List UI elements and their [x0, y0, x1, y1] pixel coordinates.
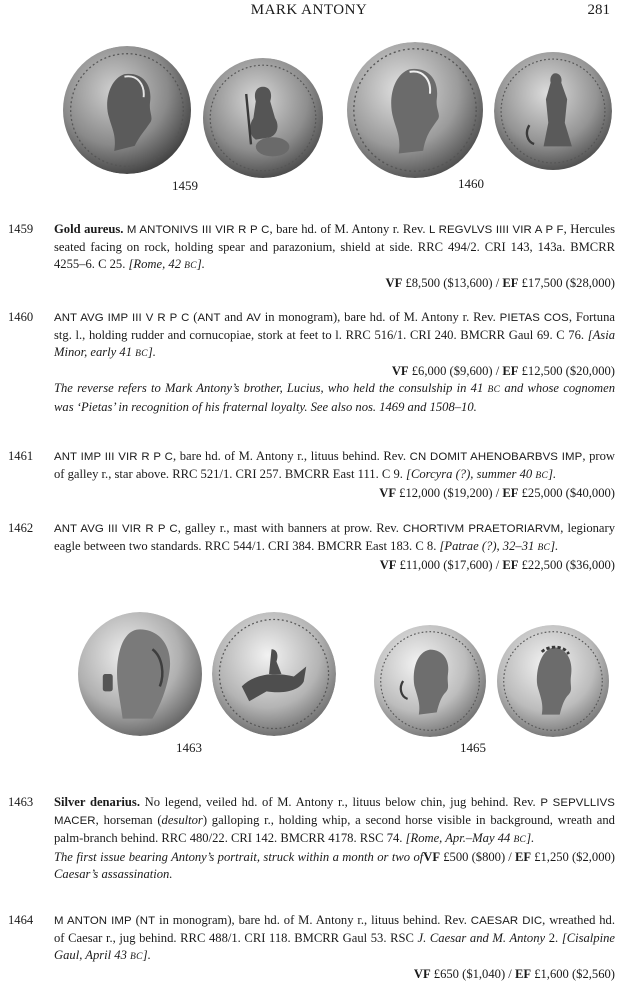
- mint-date: [406, 467, 556, 481]
- denomination-heading: Silver denarius.: [54, 795, 140, 809]
- coin-1460-obverse: [345, 42, 485, 178]
- ef-value: £1,250 ($2,000): [531, 850, 615, 864]
- entry-description: [54, 794, 615, 883]
- description-text: , bare hd. of M. Antony r. Rev.: [269, 222, 430, 236]
- coin-1460-reverse: [494, 46, 612, 176]
- reverse-legend: CAESAR DIC: [470, 915, 543, 927]
- ef-label: EF: [502, 558, 519, 572]
- description-text: ) galloping r., holding whip, a second horse visible in background, wreath and palm-branch behind. RRC 480/22. CRI 142. BMCRR 4178. RSC 74.: [54, 813, 615, 845]
- description-text: , prow of galley r., star above. RRC 521/1. CRI 257. BMCRR East 111. C 9.: [54, 449, 615, 481]
- era-text: BC: [537, 543, 551, 553]
- mint-date: [129, 257, 205, 271]
- mint-end: ].: [548, 467, 557, 481]
- vf-value: £650 ($1,040) /: [430, 967, 515, 981]
- description-text: in monogram), bare hd. of M. Antony r. Rev.: [260, 310, 500, 324]
- obverse-legend: ANT IMP III VIR R P C: [54, 451, 173, 463]
- mint-text: [Asia Minor, early 41: [54, 328, 615, 359]
- description-text: (: [189, 310, 198, 324]
- vf-label: VF: [423, 850, 441, 864]
- entry-number: 1464: [8, 913, 34, 927]
- coin-1463-obverse: [76, 612, 204, 736]
- vf-value: £6,000 ($9,600) /: [408, 364, 503, 378]
- mint-end: ].: [550, 539, 559, 553]
- reverse-legend: P SEPVLLIVS MACER: [54, 797, 616, 827]
- obverse-legend: M ANTONIVS III VIR R P C: [126, 224, 270, 236]
- entry-number: 1463: [8, 795, 34, 809]
- ef-value: £17,500 ($28,000): [518, 276, 615, 290]
- reference-italic: J. Caesar and M. Antony: [417, 931, 546, 945]
- era-text: BC: [184, 261, 197, 271]
- running-title: MARK ANTONY: [250, 2, 368, 18]
- vf-label: VF: [391, 364, 409, 378]
- entry-description: [54, 309, 615, 416]
- ef-value: £22,500 ($36,000): [518, 558, 615, 572]
- price-line: [423, 849, 615, 866]
- mint-date: [440, 539, 559, 553]
- entry-number: 1459: [8, 222, 34, 236]
- note-text: The reverse refers to Mark Antony’s brother, Lucius, who held the consulship in 41: [54, 381, 488, 395]
- obverse-legend: M ANTON IMP: [54, 915, 132, 927]
- coin-1459-obverse: [62, 46, 192, 174]
- entry-description: [54, 448, 615, 502]
- mint-text: [Rome, Apr.–May 44: [405, 831, 514, 845]
- description-text: , horseman (: [95, 813, 162, 827]
- ef-label: EF: [502, 364, 519, 378]
- plate-label-1465: 1465: [460, 740, 486, 755]
- ef-label: EF: [514, 850, 532, 864]
- mint-end: ].: [142, 948, 151, 962]
- reverse-legend: PIETAS COS: [499, 312, 569, 324]
- entry-number: 1461: [8, 449, 34, 463]
- description-text: , legionary eagle between two standards. RRC 544/1. CRI 384. BMCRR East 183. C 8.: [54, 521, 616, 553]
- ef-label: EF: [502, 276, 519, 290]
- obverse-legend: ANT AVG IMP III V R P C: [54, 312, 190, 324]
- plate-label-1463: 1463: [176, 740, 202, 755]
- era-text: BC: [487, 385, 501, 395]
- description-text: 2.: [545, 931, 562, 945]
- description-italic: desultor: [161, 813, 203, 827]
- price-line: [54, 966, 615, 983]
- entry-number: 1460: [8, 310, 34, 324]
- denomination-heading: Gold aureus.: [54, 222, 124, 236]
- entry-description: [54, 221, 615, 292]
- note-text: and whose cognomen was ‘Pietas’ in recognition of his fraternal loyalty. See also nos. 1469 and 1508–10.: [54, 381, 615, 414]
- era-text: BC: [535, 471, 549, 481]
- monogram-text: ANT: [197, 312, 221, 324]
- ef-label: EF: [502, 486, 519, 500]
- entry-description: [54, 912, 615, 983]
- catalog-entry-1459: [8, 221, 616, 291]
- entry-note: The first issue bearing Antony’s portrait, struck within a month or two of Caesar’s assassination.: [54, 850, 424, 881]
- price-line: [379, 485, 615, 502]
- plate-label-1459: 1459: [172, 178, 198, 193]
- price-line: [54, 363, 615, 380]
- era-text: BC: [130, 952, 143, 962]
- entry-note: [54, 380, 615, 416]
- description-text: , bare hd. of M. Antony r., lituus behind. Rev.: [172, 449, 410, 463]
- vf-value: £12,000 ($19,200) /: [396, 486, 503, 500]
- mint-end: ].: [147, 345, 156, 359]
- ef-label: EF: [514, 967, 532, 981]
- entry-description: [54, 520, 615, 574]
- obverse-legend: ANT AVG III VIR R P C: [54, 523, 178, 535]
- page-header: [0, 0, 618, 22]
- era-text: BC: [513, 835, 527, 845]
- reverse-legend: CN DOMIT AHENOBARBVS IMP: [409, 451, 583, 463]
- vf-label: VF: [379, 558, 397, 572]
- description-text: , Hercules seated facing on rock, holding spear and parazonium, shield at side. RRC 494/2. CRI 143, 143a. BMCRR 4255–6. C 25.: [54, 222, 615, 271]
- catalog-entry-1464: [8, 912, 616, 984]
- mint-text: [Cisalpine Gaul, April 43: [54, 931, 615, 962]
- mint-text: [Rome, 42: [128, 257, 185, 271]
- catalog-entry-1462: [8, 520, 616, 574]
- coin-1459-reverse: [202, 58, 324, 178]
- description-text: and: [220, 310, 247, 324]
- description-text: (: [131, 913, 140, 927]
- description-text: , galley r., mast with banners at prow. Rev.: [177, 521, 403, 535]
- vf-label: VF: [385, 276, 403, 290]
- reverse-legend: L REGVLVS IIII VIR A P F: [429, 224, 564, 236]
- catalog-entry-1460: [8, 309, 616, 439]
- entry-number: 1462: [8, 521, 34, 535]
- mint-text: [Corcyra (?), summer 40: [406, 467, 536, 481]
- monogram-text: AV: [246, 312, 261, 324]
- monogram-text: NT: [139, 915, 156, 927]
- description-text: in monogram), bare hd. of M. Antony r., lituus behind. Rev.: [155, 913, 471, 927]
- vf-label: VF: [413, 967, 431, 981]
- era-text: BC: [135, 349, 148, 359]
- price-line: [54, 275, 615, 292]
- vf-value: £11,000 ($17,600) /: [396, 558, 503, 572]
- mint-end: ].: [196, 257, 205, 271]
- mint-end: ].: [526, 831, 535, 845]
- description-text: , Fortuna stg. l., holding rudder and cornucopiae, stork at feet to l. RRC 516/1. CRI 240. BMCRR Gaul 69. C 76.: [54, 310, 615, 342]
- vf-label: VF: [379, 486, 397, 500]
- catalog-entry-1461: [8, 448, 616, 502]
- ef-value: £12,500 ($20,000): [518, 364, 615, 378]
- description-text: No legend, veiled hd. of M. Antony r., lituus below chin, jug behind. Rev.: [139, 795, 541, 809]
- coin-1463-reverse: [212, 612, 336, 736]
- description-text: , wreathed hd. of Caesar r., jug behind. RRC 488/1. CRI 118. BMCRR Gaul 53. RSC: [54, 913, 616, 945]
- price-line: [380, 557, 615, 574]
- ef-value: £1,600 ($2,560): [531, 967, 615, 981]
- ef-value: £25,000 ($40,000): [518, 486, 615, 500]
- coin-1465-obverse: [370, 625, 490, 737]
- coin-1465-reverse: [494, 625, 612, 737]
- catalog-entry-1463: [8, 794, 616, 896]
- plate-label-1460: 1460: [458, 176, 484, 191]
- page-number: 281: [587, 2, 610, 18]
- mint-text: [Patrae (?), 32–31: [439, 539, 538, 553]
- vf-value: £500 ($800) /: [440, 850, 515, 864]
- mint-date: [406, 831, 535, 845]
- reverse-legend: CHORTIVM PRAETORIARVM: [402, 523, 561, 535]
- vf-value: £8,500 ($13,600) /: [402, 276, 503, 290]
